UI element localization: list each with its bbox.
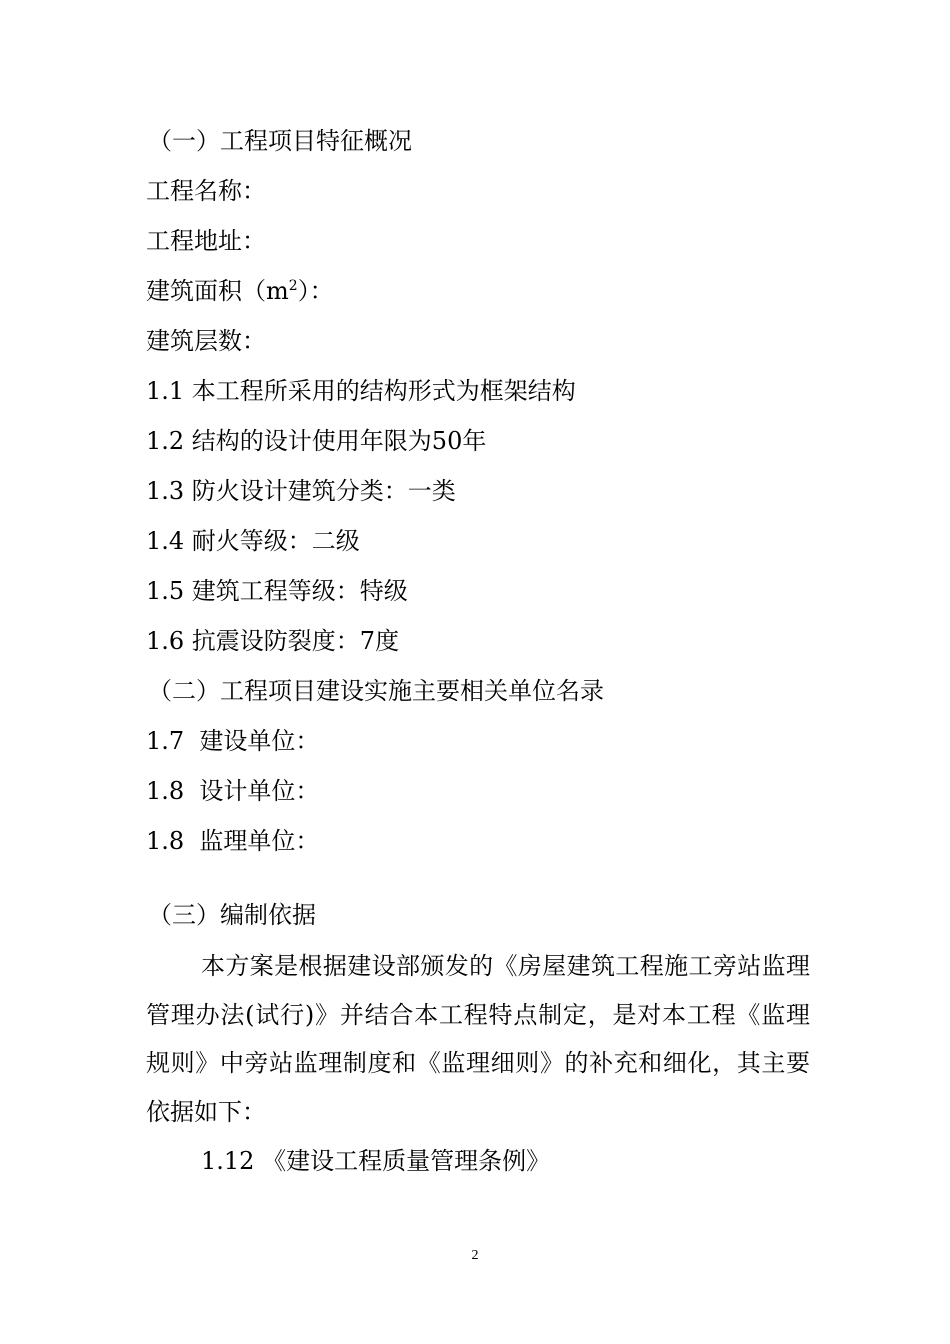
section2-heading: （二）工程项目建设实施主要相关单位名录 [148, 677, 604, 705]
field-project-address: 工程地址： [146, 227, 266, 255]
item-design-unit: 1.8 设计单位： [146, 777, 320, 805]
field-building-area [146, 276, 334, 306]
section3-heading: （三）编制依据 [148, 901, 316, 929]
item-supervision-unit: 1.8 监理单位： [146, 827, 320, 855]
field-building-area-label: 建筑面积（m [146, 277, 289, 305]
field-building-area-suffix: ）： [297, 277, 334, 305]
page-number: 2 [471, 1248, 479, 1263]
item-fire-classification: 1.3 防火设计建筑分类：一类 [146, 477, 456, 505]
item-fire-resistance: 1.4 耐火等级：二级 [146, 527, 360, 555]
basis-paragraph: 本方案是根据建设部颁发的《房屋建筑工程施工旁站监理管理办法(试行)》并结合本工程特点制定，是对本工程《监理规则》中旁站监理制度和《监理细则》的补充和细化，其主要依据如下： [146, 952, 810, 1126]
item-design-life: 1.2 结构的设计使用年限为50年 [146, 427, 487, 455]
item-building-grade: 1.5 建筑工程等级：特级 [146, 577, 408, 605]
item-construction-unit: 1.7 建设单位： [146, 727, 320, 755]
field-project-name: 工程名称： [146, 177, 266, 205]
basis-item-quality-regulation: 1.12 《建设工程质量管理条例》 [201, 1147, 551, 1175]
section1-heading: （一）工程项目特征概况 [148, 127, 412, 155]
item-structure-type: 1.1 本工程所采用的结构形式为框架结构 [146, 377, 576, 405]
area-unit-superscript: 2 [288, 278, 298, 294]
item-seismic-intensity: 1.6 抗震设防裂度：7度 [146, 627, 400, 655]
field-building-floors: 建筑层数： [146, 327, 266, 355]
